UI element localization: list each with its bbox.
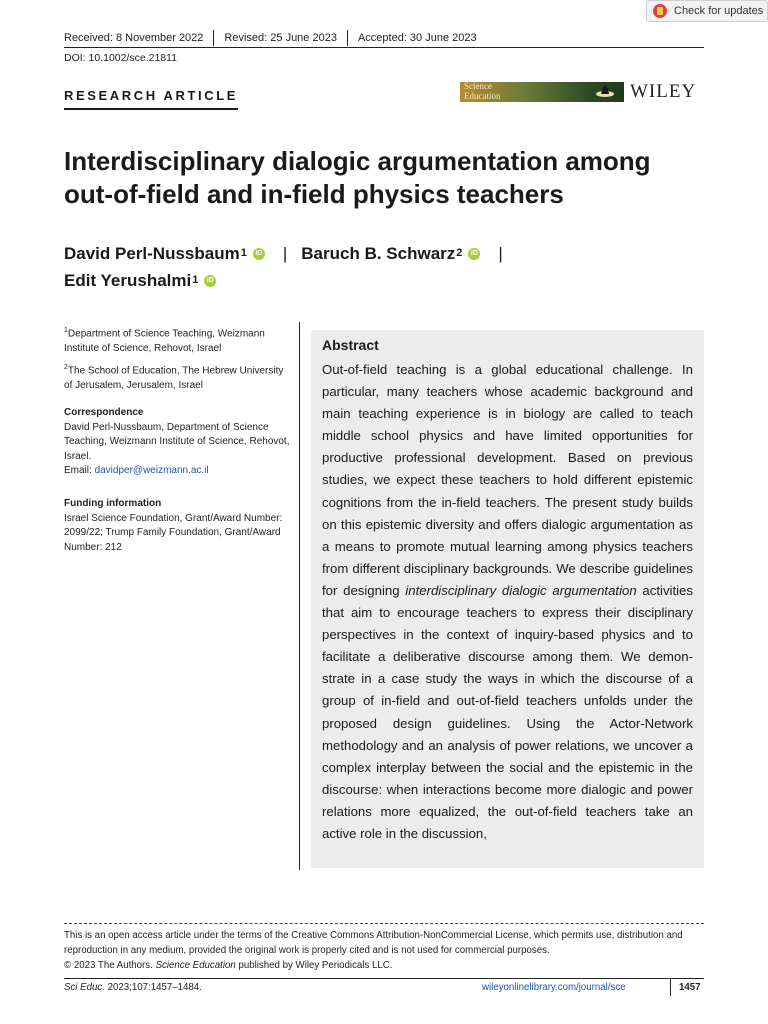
copyright-line [64, 958, 706, 973]
publisher-logo: WILEY [630, 81, 697, 102]
author-affiliation-marker: 2 [456, 247, 463, 259]
header-rule [64, 47, 704, 48]
copyright-prefix: © 2023 The Authors. [64, 960, 156, 971]
citation-details: 2023;107:1457–1484. [104, 982, 202, 993]
author-name[interactable]: Baruch B. Schwarz [301, 244, 456, 263]
correspondence-email-row [64, 464, 290, 479]
journal-logo-line1: Science [464, 81, 492, 91]
update-icon [652, 3, 668, 19]
affiliation-marker: 2 [64, 364, 68, 371]
title-line-2: out-of-field and in-field physics teachers [64, 179, 564, 209]
orcid-icon[interactable]: iD [468, 248, 480, 260]
journal-url-link[interactable]: wileyonlinelibrary.com/journal/sce [482, 982, 626, 993]
column-divider [299, 322, 300, 870]
journal-logo-line2: Education [464, 90, 501, 101]
abstract-body [322, 359, 693, 845]
date-divider [347, 30, 348, 46]
affiliation-1 [64, 324, 290, 356]
bottom-rule [64, 978, 704, 979]
article-dates [64, 30, 477, 46]
journal-logo-text [464, 82, 501, 101]
correspondence-heading: Correspondence [64, 407, 144, 418]
abstract-heading: Abstract [322, 337, 379, 353]
abstract-text-2: activities that aim to encourage teachers to express their disciplinary perspectives in the context of inquiry-based physics and to facilitate a deliberative discourse among them. We demonstrate in a case study the ways in which the discourse of a group of in-field and out-of-field teachers unfolds under the proposed design guidelines. Using the Actor-Network methodology and an analysis of power relations, we uncover a complex interplay between the social and the epistemic in the discourse: when interactions become more dialogic and power relations more equalized, the out-of-field teachers take an active role in the discussion, [322, 582, 693, 841]
title-line-1: Interdisciplinary dialogic argumentation among [64, 146, 651, 176]
author-affiliation-marker: 1 [240, 247, 247, 259]
check-for-updates-button[interactable] [646, 0, 768, 22]
copyright-suffix: published by Wiley Periodicals LLC. [235, 960, 393, 971]
footer-rule [64, 923, 704, 924]
affiliation-text: The School of Education, The Hebrew University of Jerusalem, Jerusalem, Israel [64, 365, 284, 391]
author-list [64, 240, 517, 294]
citation-journal: Sci Educ. [64, 982, 105, 993]
article-type: RESEARCH ARTICLE [64, 88, 239, 103]
abstract-emphasis: interdisciplinary dialogic argumentation [405, 582, 637, 598]
accepted-date: Accepted: 30 June 2023 [357, 32, 477, 44]
abstract-text-1: Out-of-field teaching is a global educational challenge. In particular, many teachers whose academic background and main teaching experience is in biology are called to teach middle school physics and have limited opportunities for productive professional development. Based on previous studies, we expect these teachers to hold different epistemic cognitions from the in-field teachers. The present study builds on this epistemic diversity and offers dialogic argumentation as a means to promote mutual learning among physics teachers from different disciplinary backgrounds. We describe guidelines for designing [322, 362, 693, 598]
revised-date: Revised: 25 June 2023 [224, 32, 337, 44]
author-separator: | [282, 244, 288, 263]
orcid-icon[interactable]: iD [204, 275, 216, 287]
check-for-updates-label: Check for updates [674, 5, 764, 17]
affiliation-text: Department of Science Teaching, Weizmann Institute of Science, Rehovot, Israel [64, 328, 265, 354]
author-affiliation-marker: 1 [192, 274, 199, 286]
author-separator: | [498, 244, 503, 263]
license-notice [64, 928, 706, 973]
journal-logo-emblem [592, 83, 618, 99]
funding-block [64, 497, 290, 555]
doi[interactable]: DOI: 10.1002/sce.21811 [64, 52, 178, 64]
funding-text: Israel Science Foundation, Grant/Award Number: 2099/22; Trump Family Foundation, Grant/Award Number: 212 [64, 512, 283, 553]
affiliation-2 [64, 361, 290, 393]
funding-heading: Funding information [64, 498, 162, 509]
author-name[interactable]: David Perl-Nussbaum [64, 244, 240, 263]
email-link[interactable]: davidper@weizmann.ac.il [94, 465, 209, 476]
email-label: Email: [64, 465, 95, 476]
license-text: This is an open access article under the terms of the Creative Commons Attribution-NonCommercial License, which permits use, distribution and reproduction in any medium, provided the original work is properly cited and is not used for commercial purposes. [64, 930, 683, 956]
correspondence-text: David Perl-Nussbaum, Department of Science Teaching, Weizmann Institute of Science, Rehovot, Israel. [64, 421, 290, 462]
received-date: Received: 8 November 2022 [64, 32, 204, 44]
page-number: 1457 [679, 982, 701, 993]
date-divider [213, 30, 214, 46]
page-number-divider [670, 978, 671, 996]
orcid-icon[interactable]: iD [253, 248, 265, 260]
article-type-underline [64, 108, 238, 110]
author-name[interactable]: Edit Yerushalmi [64, 271, 192, 290]
article-title [64, 145, 714, 211]
citation [64, 982, 202, 993]
copyright-journal: Science Education [155, 960, 236, 971]
affiliation-marker: 1 [64, 327, 68, 334]
correspondence-block [64, 406, 290, 479]
